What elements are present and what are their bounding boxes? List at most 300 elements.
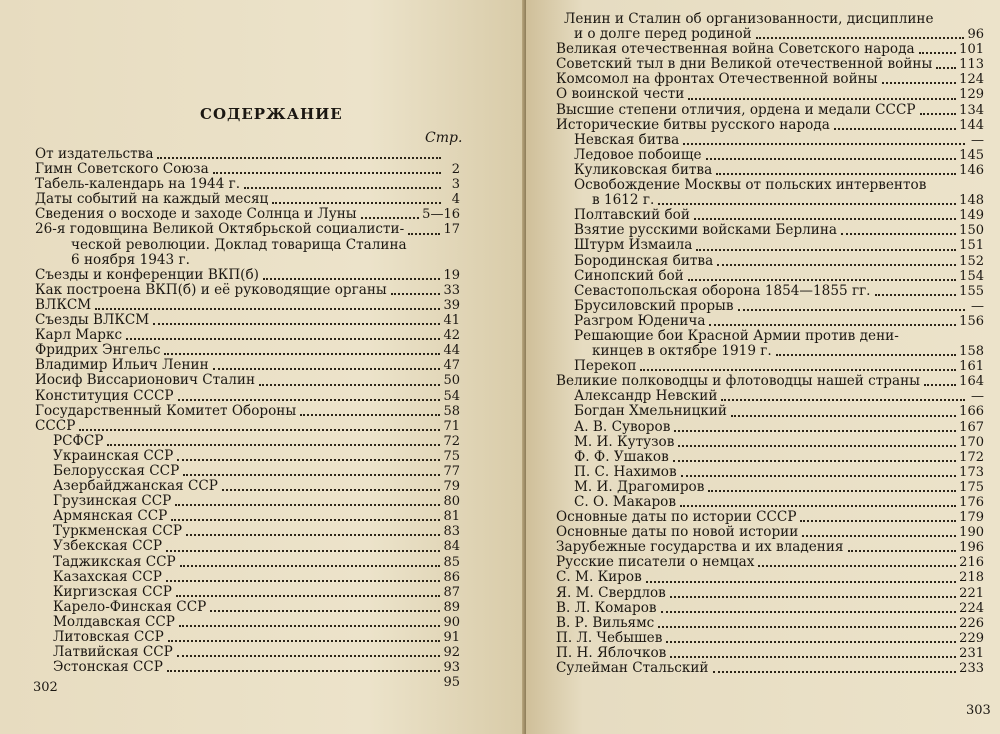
toc-entry-text: М. И. Драгомиров (574, 478, 705, 495)
dot-leader (673, 460, 956, 462)
toc-entry-text: В. Л. Комаров (556, 599, 657, 616)
toc-entry-page: 81 (443, 509, 460, 525)
dot-leader (259, 384, 440, 386)
toc-entry-page: 150 (959, 223, 984, 239)
dot-leader (361, 217, 420, 219)
toc-entry-text: Комсомол на фронтах Отечественной войны (556, 71, 878, 88)
toc-entry-text: Казахская ССР (53, 568, 162, 585)
dot-leader (272, 202, 441, 204)
toc-entry-text: ВЛКСМ (35, 296, 92, 313)
toc-entry (556, 344, 984, 359)
toc-entry-page: 216 (959, 555, 984, 571)
toc-entry-text: Зарубежные государства и их владения (556, 539, 844, 556)
dot-leader (706, 158, 957, 160)
toc-entry-page: 3 (451, 177, 460, 193)
dot-leader (709, 324, 956, 326)
toc-entry-page: 173 (959, 464, 984, 480)
dot-leader (716, 173, 956, 175)
toc-entry-page: 176 (959, 495, 984, 510)
dot-leader (177, 655, 441, 657)
toc-entry (35, 539, 460, 554)
toc-entry-page: 96 (967, 27, 984, 43)
toc-entry-text: П. Л. Чебышев (556, 629, 663, 646)
toc-entry-page: 85 (443, 554, 460, 570)
toc-entry-page: 89 (443, 599, 460, 615)
toc-entry (35, 479, 460, 494)
toc-entry (35, 192, 460, 207)
toc-entry (35, 313, 460, 328)
toc-entry (556, 389, 984, 404)
toc-entry-text: Съезды ВЛКСМ (35, 312, 150, 329)
page-column-header: Стр. (425, 130, 463, 146)
toc-entry (35, 268, 460, 283)
toc-entry-text: М. И. Кутузов (574, 433, 675, 450)
toc-entry (556, 450, 984, 465)
toc-entry (556, 223, 984, 238)
toc-entry-text: Таджикская ССР (53, 553, 176, 570)
toc-entry-page: 134 (959, 102, 984, 118)
dot-leader (924, 384, 956, 386)
dot-leader (696, 249, 956, 251)
toc-entry (35, 298, 460, 313)
toc-entry-text: Я. М. Свердлов (556, 584, 666, 601)
toc-entry-text: Севастопольская оборона 1854—1855 гг. (574, 282, 871, 299)
toc-entry (556, 314, 984, 329)
toc-entry-text: Белорусская ССР (53, 462, 180, 479)
toc-entry (556, 435, 984, 450)
toc-entry-page: 71 (443, 418, 460, 434)
toc-entry-text: Штурм Измаила (574, 237, 693, 254)
toc-entry-text: Основные даты по истории СССР (556, 509, 797, 526)
toc-entry-page: 93 (443, 660, 460, 676)
toc-entry-text: Разгром Юденича (574, 312, 706, 329)
toc-entry (556, 616, 984, 631)
toc-entry-page: 17 (443, 222, 460, 238)
toc-entry-page: 80 (443, 494, 460, 510)
toc-entry (556, 570, 984, 585)
dot-leader (166, 550, 440, 552)
toc-entry-text: С. О. Макаров (574, 494, 676, 510)
toc-entry (556, 631, 984, 646)
toc-entry-text: Гимн Советского Союза (35, 161, 209, 178)
toc-entry (556, 601, 984, 616)
toc-entry (35, 147, 460, 162)
dot-leader (175, 504, 440, 506)
toc-entry-text: Бородинская битва (574, 252, 714, 269)
toc-entry (556, 586, 984, 601)
dot-leader (79, 429, 440, 431)
toc-entry-page: 90 (443, 614, 460, 630)
dot-leader (126, 338, 440, 340)
toc-entry-page: — (971, 298, 984, 314)
toc-entry-text: Ф. Ф. Ушаков (574, 448, 669, 465)
toc-entry (556, 540, 984, 555)
dot-leader (758, 565, 956, 567)
toc-entry-text: Богдан Хмельницкий (574, 403, 727, 420)
toc-entry-text: Даты событий на каждый месяц (35, 191, 269, 208)
dot-leader (683, 143, 965, 145)
toc-entry-page: 226 (959, 615, 984, 631)
dot-leader (171, 519, 440, 521)
toc-entry-page: 58 (443, 403, 460, 419)
toc-entry-page: 170 (959, 434, 984, 450)
toc-list-left (35, 147, 460, 690)
dot-leader (721, 399, 965, 401)
toc-entry-page: 95 (443, 675, 460, 691)
toc-entry-page: 124 (959, 72, 984, 88)
toc-entry-text: Перекоп (574, 358, 637, 375)
toc-entry-page: 79 (443, 479, 460, 495)
toc-entry-page: 113 (959, 57, 984, 73)
dot-leader (681, 475, 957, 477)
dot-leader (800, 520, 956, 522)
dot-leader (646, 581, 956, 583)
toc-entry-text: кинцев в октябре 1919 г. (592, 343, 772, 360)
dot-leader (177, 459, 440, 461)
dot-leader (920, 113, 957, 115)
toc-entry (35, 645, 460, 660)
dot-leader (688, 279, 956, 281)
toc-entry-page: 146 (959, 162, 984, 178)
toc-entry-text: Сулейман Стальский (556, 660, 709, 677)
toc-entry-continuation: ческой революции. Доклад товарища Сталина (71, 236, 407, 253)
dot-leader (179, 625, 441, 627)
toc-entry-page: 175 (959, 479, 984, 495)
toc-entry (35, 585, 460, 600)
toc-entry (556, 465, 984, 480)
toc-entry-text: СССР (35, 417, 76, 434)
toc-entry (35, 434, 460, 449)
toc-entry-text: В. Р. Вильямс (556, 614, 655, 631)
toc-entry (35, 600, 460, 615)
toc-entry-page: 77 (443, 463, 460, 479)
toc-entry-page: 221 (959, 585, 984, 601)
dot-leader (178, 399, 441, 401)
dot-leader (802, 535, 956, 537)
toc-entry (35, 570, 460, 585)
toc-entry (35, 675, 460, 690)
toc-entry-text: Основные даты по новой истории (556, 524, 799, 541)
toc-entry-text: Ледовое побоище (574, 146, 702, 163)
toc-entry-page: 224 (959, 600, 984, 616)
toc-entry-text: Конституция СССР (35, 387, 174, 404)
toc-entry-page: 5—16 (422, 207, 460, 223)
dot-leader (107, 444, 440, 446)
dot-leader (834, 128, 956, 130)
toc-entry-page: 39 (443, 297, 460, 313)
dot-leader (186, 534, 440, 536)
toc-entry-text: РСФСР (53, 432, 104, 449)
toc-entry-page: 84 (443, 539, 460, 555)
toc-entry-page: 172 (959, 449, 984, 465)
toc-entry-page: 190 (959, 525, 984, 541)
dot-leader (408, 233, 440, 235)
toc-entry-page: 149 (959, 208, 984, 224)
toc-entry-text: Фридрих Энгельс (35, 342, 161, 359)
toc-entry-page: 129 (959, 87, 984, 103)
toc-entry-page: 155 (959, 283, 984, 299)
toc-entry-text: Армянская ССР (53, 508, 168, 525)
dot-leader (167, 670, 441, 672)
toc-entry (35, 222, 460, 237)
toc-entry (556, 163, 984, 178)
dot-leader (731, 415, 956, 417)
toc-entry-continuation: Ленин и Сталин об организованности, дисциплине (564, 11, 934, 27)
toc-entry (556, 510, 984, 525)
toc-entry-text: Азербайджанская ССР (53, 478, 218, 495)
toc-entry-page: 72 (443, 433, 460, 449)
toc-entry (556, 57, 984, 72)
toc-entry-text: Карл Маркс (35, 327, 123, 344)
toc-entry (35, 464, 460, 479)
toc-entry-text: Украинская ССР (53, 447, 174, 464)
toc-entry (556, 299, 984, 314)
toc-entry-page: 91 (443, 630, 460, 645)
toc-entry-page: 54 (443, 388, 460, 404)
toc-entry-page: — (971, 389, 984, 405)
toc-entry-page: 144 (959, 117, 984, 133)
toc-entry (556, 87, 984, 102)
toc-entry (35, 177, 460, 192)
toc-entry-text: 26-я годовщина Великой Октябрьской социалисти- (35, 221, 405, 238)
dot-leader (210, 610, 440, 612)
toc-entry (556, 525, 984, 540)
dot-leader (658, 626, 956, 628)
dot-leader (670, 656, 956, 658)
dot-leader (694, 218, 956, 220)
dot-leader (680, 505, 956, 507)
dot-leader (300, 414, 440, 416)
dot-leader (222, 489, 441, 491)
dot-leader (875, 294, 957, 296)
toc-entry-page: 2 (451, 162, 460, 178)
toc-entry-page: 196 (959, 540, 984, 556)
toc-entry-page: 4 (451, 192, 460, 208)
page-title: СОДЕРЖАНИЕ (200, 105, 343, 123)
toc-entry (35, 373, 460, 388)
toc-entry (35, 358, 460, 373)
toc-entry (556, 193, 984, 208)
toc-entry-page: 233 (959, 661, 984, 677)
toc-entry (35, 660, 460, 675)
toc-entry-continuation: 6 ноября 1943 г. (71, 251, 190, 268)
toc-entry (556, 374, 984, 389)
toc-entry (556, 27, 984, 42)
toc-entry-page: 42 (443, 328, 460, 344)
toc-entry-text: Литовская ССР (53, 629, 164, 645)
dot-leader (164, 353, 440, 355)
toc-entry (35, 389, 460, 404)
dot-leader (919, 52, 957, 54)
toc-entry-text: Великая отечественная война Советского народа (556, 41, 915, 58)
toc-entry-page: 145 (959, 147, 984, 163)
toc-entry (556, 208, 984, 223)
toc-entry (556, 269, 984, 284)
right-page (526, 0, 1000, 734)
dot-leader (166, 580, 441, 582)
dot-leader (717, 264, 956, 266)
toc-entry (35, 555, 460, 570)
toc-entry-continuation: Решающие бои Красной Армии против дени- (574, 327, 899, 344)
toc-entry-text: Государственный Комитет Обороны (35, 402, 297, 419)
toc-entry (35, 494, 460, 509)
toc-entry (556, 103, 984, 118)
toc-entry-text: Табель-календарь на 1944 г. (35, 176, 241, 193)
toc-entry (35, 449, 460, 464)
dot-leader (738, 309, 965, 311)
toc-entry (556, 495, 984, 510)
toc-entry-text: Владимир Ильич Ленин (35, 357, 209, 374)
dot-leader (95, 308, 440, 310)
toc-entry-page: 179 (959, 510, 984, 526)
toc-list-right (556, 12, 984, 676)
toc-entry (556, 661, 984, 676)
toc-entry (556, 284, 984, 299)
toc-entry-page: 41 (443, 313, 460, 329)
toc-entry-page: 148 (959, 193, 984, 209)
dot-leader (658, 203, 956, 205)
dot-leader (678, 445, 956, 447)
toc-entry (556, 42, 984, 57)
toc-entry (35, 509, 460, 524)
toc-entry (556, 555, 984, 570)
toc-entry-page: 47 (443, 358, 460, 374)
toc-entry-page: 229 (959, 630, 984, 646)
toc-entry-page: 87 (443, 584, 460, 600)
toc-entry (35, 343, 460, 358)
toc-entry-text: Карело-Финская ССР (53, 598, 207, 615)
toc-entry-page: 218 (959, 570, 984, 586)
dot-leader (848, 550, 957, 552)
toc-entry-text: Советский тыл в дни Великой отечественной войны (556, 56, 933, 73)
toc-entry-text: Сведения о восходе и заходе Солнца и Луны (35, 206, 357, 223)
dot-leader (180, 565, 441, 567)
toc-entry-continuation: Освобождение Москвы от польских интервентов (574, 177, 927, 194)
toc-entry-page: 151 (959, 238, 984, 254)
toc-entry-text: Невская битва (574, 131, 680, 148)
toc-entry-text: Брусиловский прорыв (574, 297, 734, 314)
dot-leader (756, 37, 965, 39)
toc-entry-text: Синопский бой (574, 267, 684, 284)
toc-entry-page: 101 (959, 42, 984, 58)
toc-entry (35, 283, 460, 298)
dot-leader (640, 369, 956, 371)
toc-entry-page: 44 (443, 343, 460, 359)
toc-entry-text: От издательства (35, 146, 154, 162)
toc-entry-page: 158 (959, 344, 984, 360)
toc-entry-page: 86 (443, 569, 460, 585)
dot-leader (183, 474, 440, 476)
toc-entry (35, 630, 460, 645)
dot-leader (666, 641, 956, 643)
toc-entry-page: 167 (959, 419, 984, 435)
toc-entry-page: — (971, 132, 984, 148)
toc-entry-text: Эстонская ССР (53, 659, 163, 676)
toc-entry-page: 156 (959, 313, 984, 329)
toc-entry (556, 646, 984, 661)
dot-leader (670, 596, 956, 598)
toc-entry-text: А. В. Суворов (574, 418, 671, 435)
dot-leader (713, 671, 957, 673)
toc-entry-text: и о долге перед родиной (574, 26, 752, 43)
toc-entry-text: С. М. Киров (556, 569, 642, 586)
toc-entry-page: 154 (959, 268, 984, 284)
toc-entry-text: Съезды и конференции ВКП(б) (35, 266, 259, 283)
dot-leader (674, 430, 956, 432)
toc-entry-text: Грузинская ССР (53, 493, 172, 510)
dot-leader (391, 293, 441, 295)
toc-entry (556, 359, 984, 374)
dot-leader (936, 67, 956, 69)
toc-entry-text: Русские писатели о немцах (556, 554, 755, 571)
toc-entry-text: Александр Невский (574, 388, 718, 405)
toc-entry-page: 50 (443, 373, 460, 389)
dot-leader (244, 187, 441, 189)
toc-entry-text: Исторические битвы русского народа (556, 116, 830, 133)
dot-leader (263, 278, 440, 280)
toc-entry (35, 615, 460, 630)
dot-leader (688, 98, 956, 100)
dot-leader (213, 172, 441, 174)
toc-entry (556, 148, 984, 163)
toc-entry-text: Взятие русскими войсками Берлина (574, 222, 838, 239)
toc-entry (35, 404, 460, 419)
toc-entry-text: Иосиф Виссарионович Сталин (35, 372, 256, 389)
toc-entry-text: Латвийская ССР (53, 644, 173, 661)
dot-leader (153, 323, 440, 325)
toc-entry-text: Полтавский бой (574, 207, 690, 224)
dot-leader (882, 82, 957, 84)
toc-entry-text: П. С. Нахимов (574, 463, 677, 480)
toc-entry (556, 420, 984, 435)
page-number: 302 (33, 680, 58, 695)
dot-leader (661, 611, 957, 613)
dot-leader (176, 595, 441, 597)
toc-entry (35, 328, 460, 343)
toc-entry-text: в 1612 г. (592, 192, 655, 209)
dot-leader (168, 640, 441, 642)
page-number: 303 (966, 703, 991, 718)
dot-leader (157, 157, 441, 159)
toc-entry (556, 480, 984, 495)
toc-entry-page: 92 (443, 645, 460, 661)
toc-entry-page: 152 (959, 253, 984, 269)
toc-entry (556, 133, 984, 148)
toc-entry (556, 72, 984, 87)
toc-entry-page: 231 (959, 645, 984, 661)
toc-entry-page: 161 (959, 359, 984, 375)
toc-entry (35, 207, 460, 222)
toc-entry-page: 164 (959, 374, 984, 390)
toc-entry-page: 83 (443, 524, 460, 540)
toc-entry-page: 75 (443, 448, 460, 464)
toc-entry-page: 19 (443, 267, 460, 283)
toc-entry-text: Куликовская битва (574, 161, 713, 178)
toc-entry-text: Молдавская ССР (53, 613, 175, 630)
toc-entry (35, 419, 460, 434)
toc-entry-page: 166 (959, 404, 984, 420)
toc-entry (556, 404, 984, 419)
toc-entry-text: Киргизская ССР (53, 583, 172, 600)
toc-entry (556, 118, 984, 133)
toc-entry-text: Узбекская ССР (53, 538, 163, 555)
toc-entry-page: 33 (443, 282, 460, 298)
toc-entry-text: Туркменская ССР (53, 523, 183, 540)
dot-leader (841, 233, 956, 235)
toc-entry (35, 524, 460, 539)
toc-entry-text: Как построена ВКП(б) и её руководящие органы (35, 281, 387, 298)
toc-entry (556, 238, 984, 253)
